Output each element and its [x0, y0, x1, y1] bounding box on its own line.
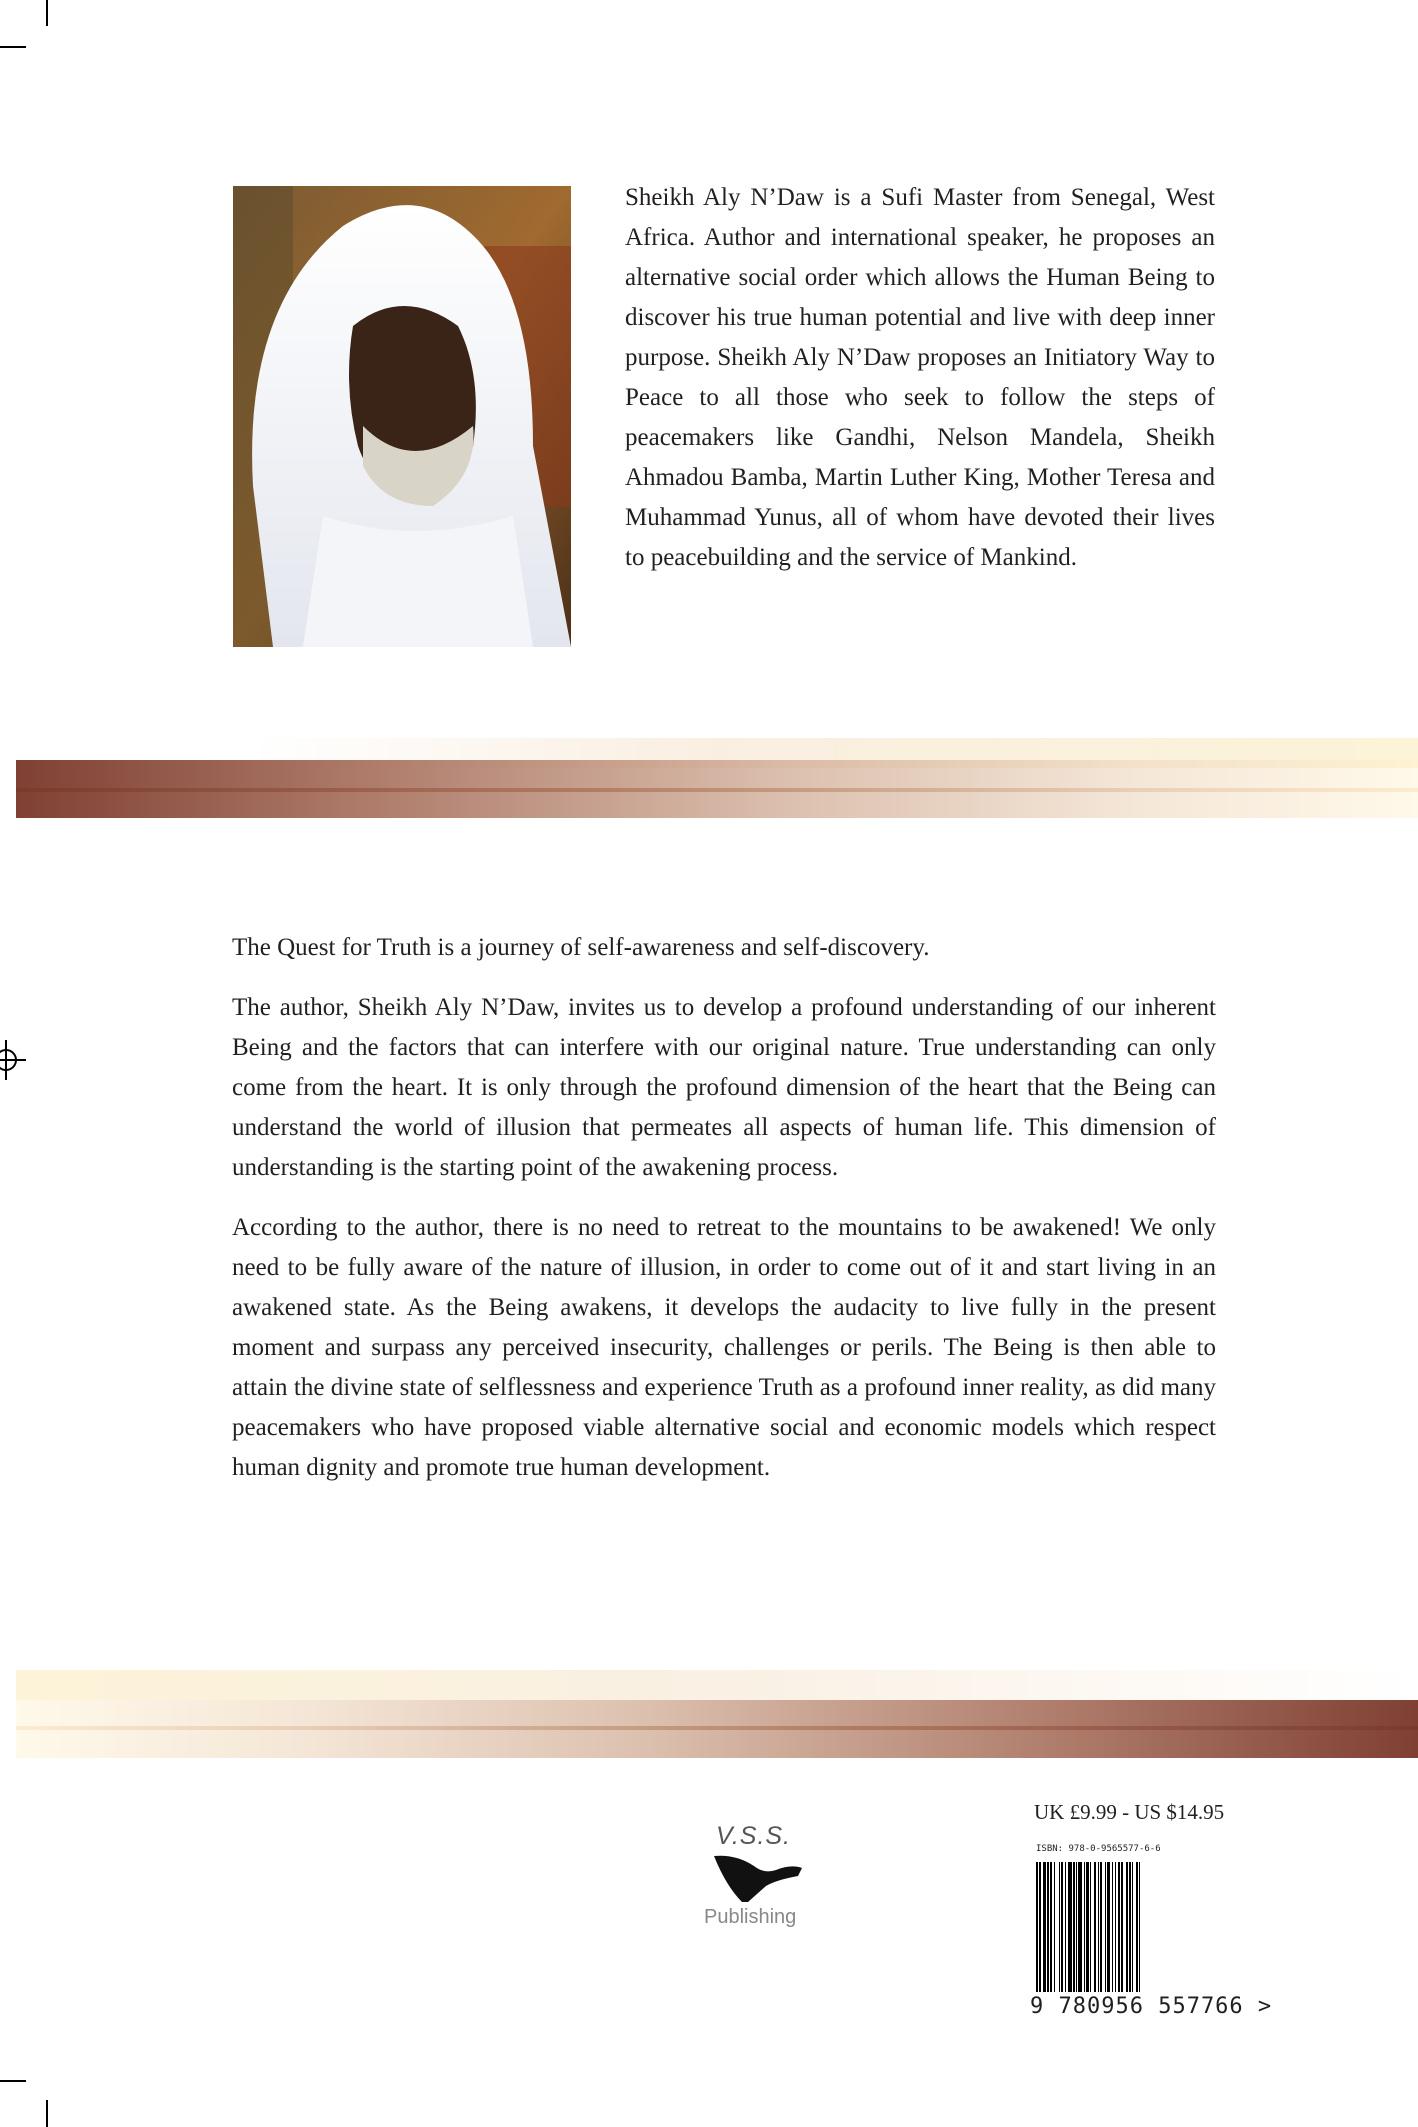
publisher-logo-mark: V.S.S.: [716, 1822, 792, 1850]
decorative-glow-bottom: [16, 1670, 1418, 1700]
publisher-logo: [700, 1822, 810, 1932]
crop-mark-top-left-v: [46, 0, 48, 26]
description-paragraph-1: The Quest for Truth is a journey of self-awareness and self-discovery.: [232, 934, 930, 961]
crop-mark-bottom-left-h: [0, 2080, 26, 2082]
bowl-icon: [706, 1846, 806, 1906]
price-label: UK £9.99 - US $14.95: [1034, 1800, 1225, 1824]
barcode-bars: [1036, 1862, 1244, 1992]
ean-digits: 9 780956 557766 >: [1030, 1994, 1273, 2019]
author-portrait: [233, 186, 571, 647]
decorative-band-bottom: [16, 1700, 1418, 1758]
description-paragraph-2: The author, Sheikh Aly N’Daw, invites us to develop a profound understanding of our inherent Being and the factors that can interfere with our original nature. True understanding can only come from the heart. It is only through the profound dimension of the heart that the Being can understand the world of illusion that permeates all aspects of human life. This dimension of understanding is the starting point of the awakening process.: [232, 994, 1216, 1181]
publisher-name: Publishing: [704, 1906, 797, 1928]
decorative-band-top: [16, 760, 1418, 818]
crop-mark-top-left-h: [0, 46, 26, 48]
isbn-label: ISBN: 978-0-9565577-6-6: [1036, 1844, 1161, 1854]
registration-mark-icon: [0, 1040, 26, 1080]
description-paragraph-3: According to the author, there is no need to retreat to the mountains to be awakened! We only need to be fully aware of the nature of illusion, in order to come out of it and start living in an awakened state. As the Being awakens, it develops the audacity to live fully in the present moment and surpass any perceived insecurity, challenges or perils. The Being is then able to attain the divine state of selflessness and experience Truth as a profound inner reality, as did many peacemakers who have proposed viable alternative social and economic models which respect human dignity and promote true human development.: [232, 1214, 1216, 1481]
book-description: [232, 928, 1216, 1508]
author-bio: Sheikh Aly N’Daw is a Sufi Master from Senegal, West Africa. Author and international speaker, he proposes an alternative social order which allows the Human Being to discover his true human potential and live with deep inner purpose. Sheikh Aly N’Daw proposes an Initiatory Way to Peace to all those who seek to follow the steps of peacemakers like Gandhi, Nelson Mandela, Sheikh Ahmadou Bamba, Martin Luther King, Mother Teresa and Muhammad Yunus, all of whom have devoted their lives to peacebuilding and the service of Mankind.: [625, 184, 1215, 571]
isbn-barcode: [1030, 1844, 1273, 2034]
crop-mark-bottom-left-v: [46, 2100, 48, 2127]
